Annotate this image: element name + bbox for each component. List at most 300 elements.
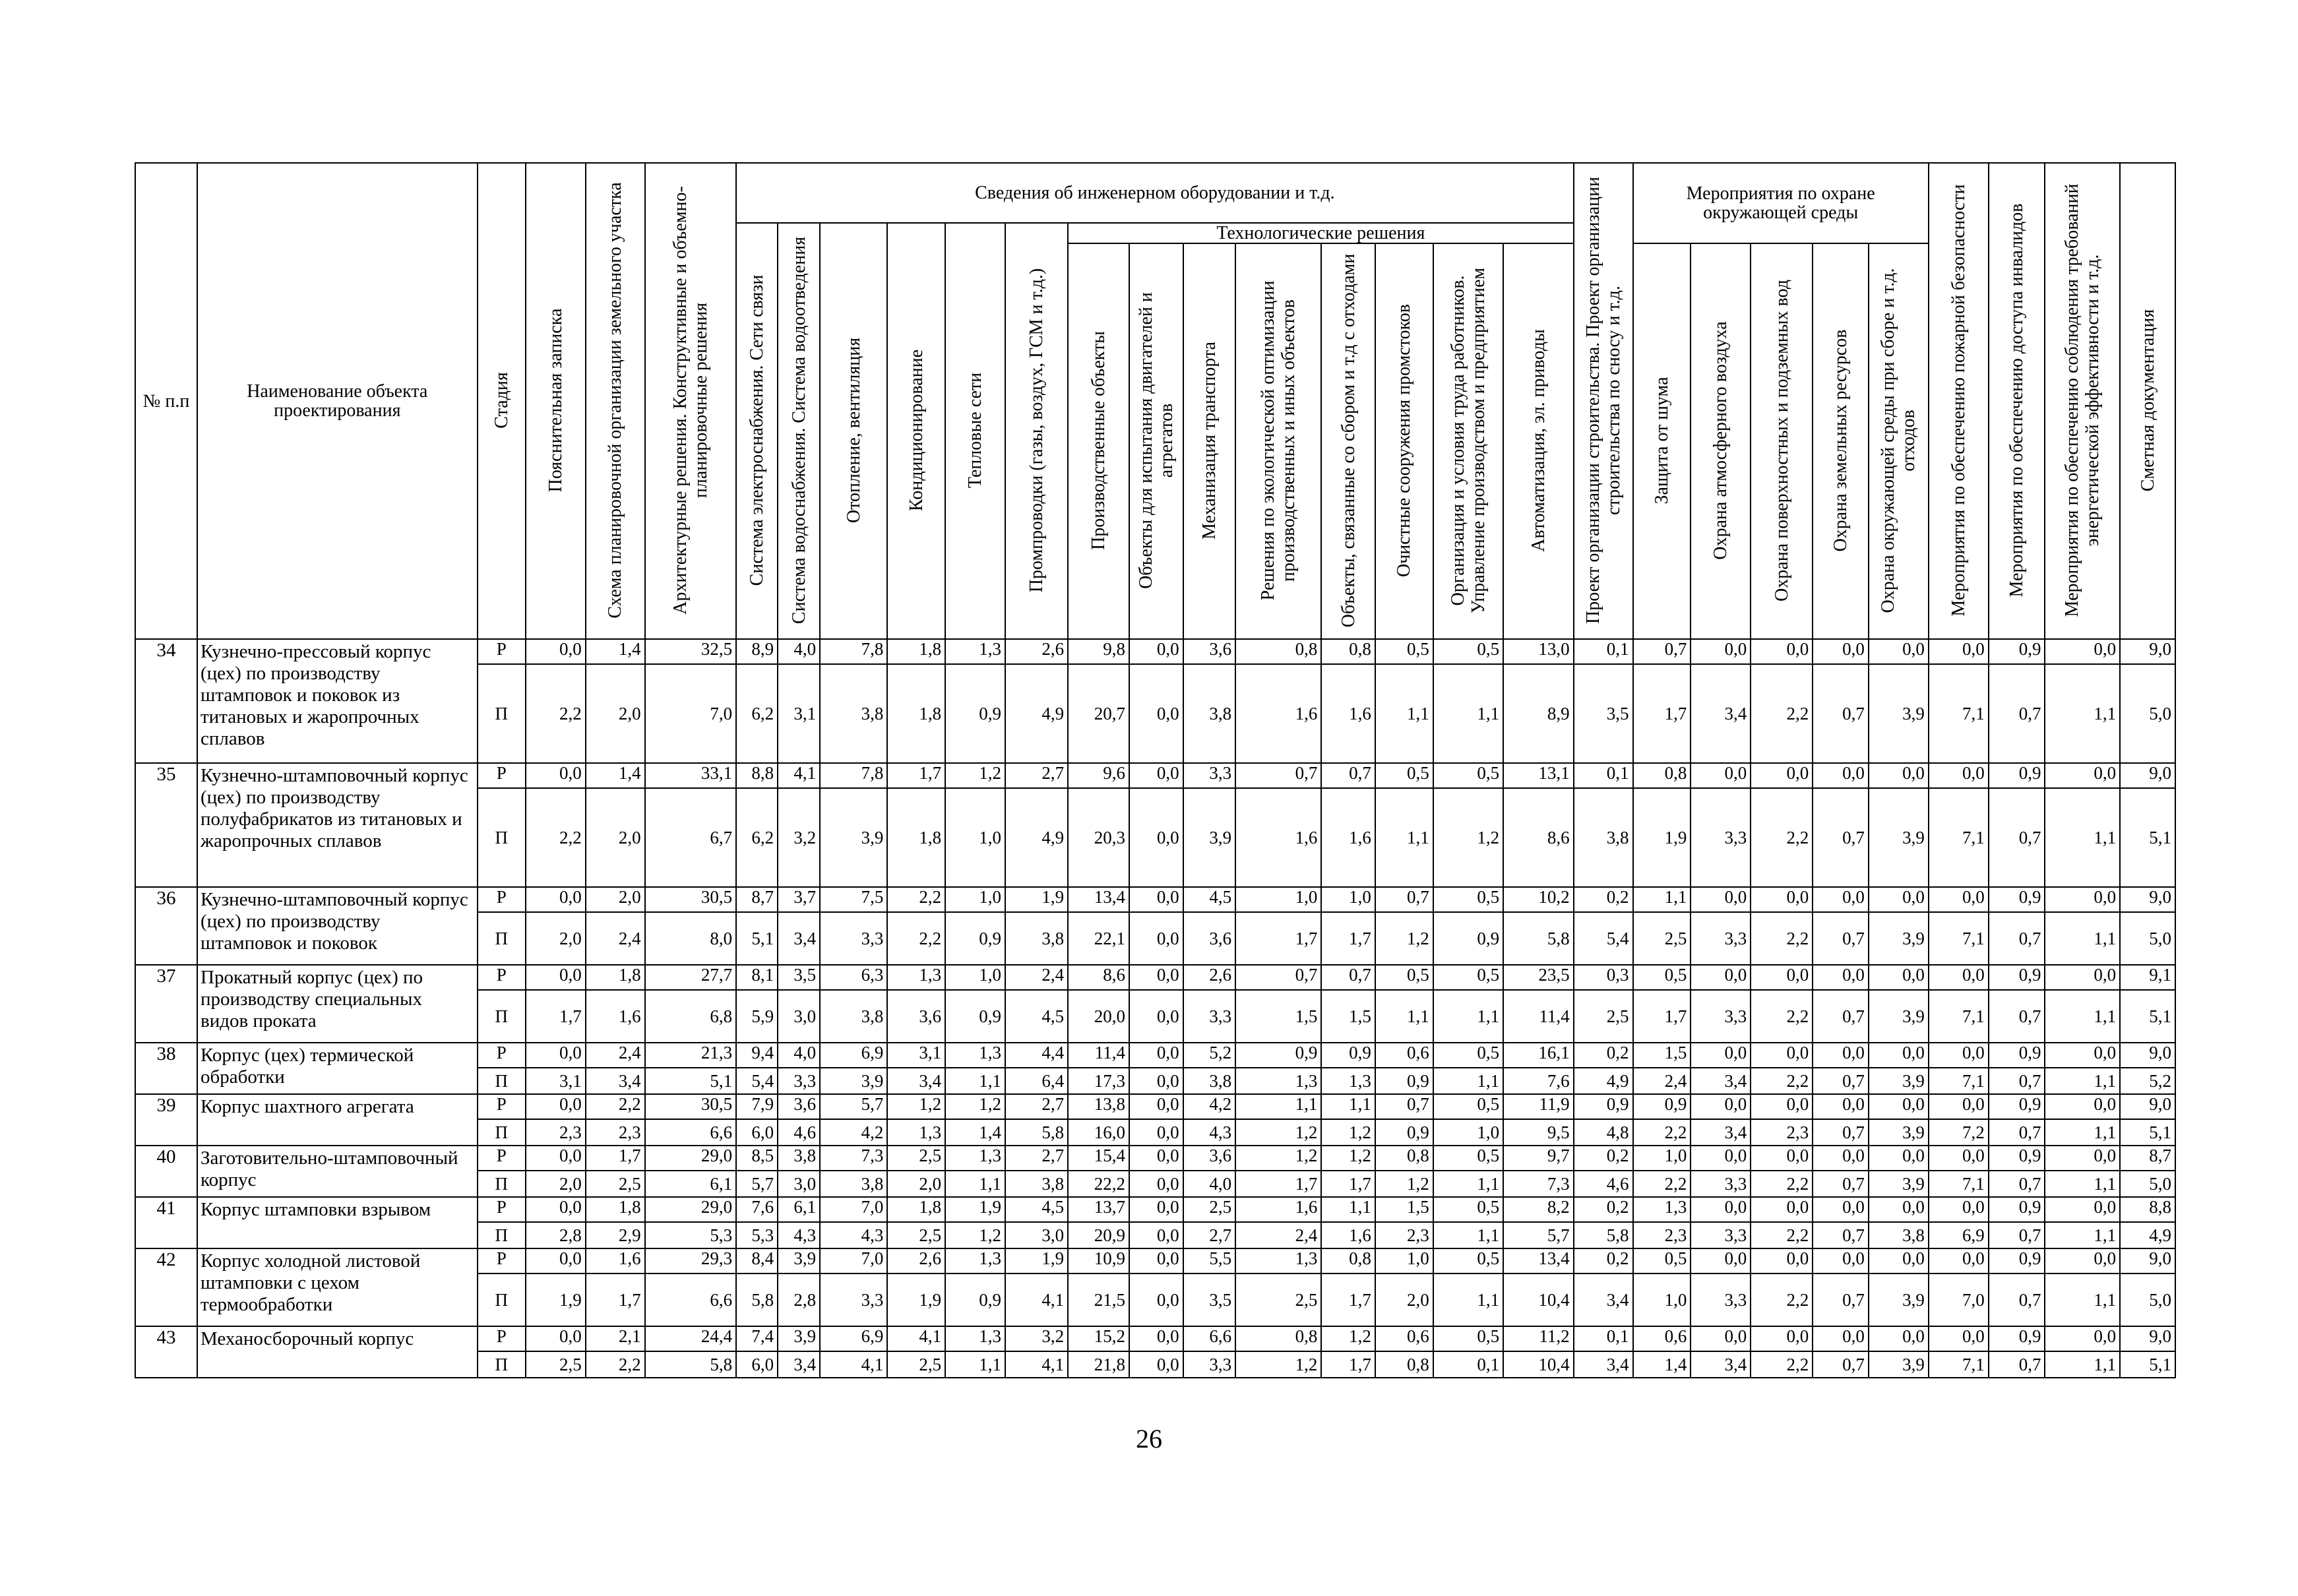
stage-cell: Р bbox=[478, 1197, 526, 1222]
value-cell: 2,3 bbox=[526, 1119, 586, 1146]
value-cell: 1,3 bbox=[887, 965, 945, 990]
value-cell: 0,0 bbox=[1129, 639, 1183, 664]
value-cell: 0,0 bbox=[1929, 763, 1989, 788]
value-cell: 1,3 bbox=[1235, 1248, 1321, 1274]
value-cell: 0,0 bbox=[1869, 1197, 1929, 1222]
col-engineering-header: Система электроснабжения. Сети связи bbox=[736, 223, 778, 639]
stage-cell: Р bbox=[478, 887, 526, 912]
value-cell: 1,9 bbox=[1005, 1248, 1068, 1274]
value-cell: 16,1 bbox=[1503, 1043, 1574, 1068]
value-cell: 0,0 bbox=[1691, 639, 1751, 664]
value-cell: 1,1 bbox=[945, 1351, 1005, 1378]
value-cell: 5,1 bbox=[2120, 1119, 2175, 1146]
value-cell: 3,4 bbox=[1691, 664, 1751, 763]
value-cell: 3,0 bbox=[778, 990, 820, 1043]
value-cell: 1,1 bbox=[1433, 664, 1503, 763]
value-cell: 2,0 bbox=[586, 788, 645, 887]
value-cell: 0,0 bbox=[1129, 1274, 1183, 1326]
value-cell: 2,5 bbox=[526, 1351, 586, 1378]
value-cell: 3,4 bbox=[1574, 1351, 1633, 1378]
value-cell: 1,1 bbox=[2045, 990, 2120, 1043]
value-cell: 3,4 bbox=[1691, 1119, 1751, 1146]
value-cell: 4,5 bbox=[1005, 1197, 1068, 1222]
page-number: 26 bbox=[1136, 1424, 1162, 1454]
stage-cell: П bbox=[478, 1068, 526, 1094]
value-cell: 2,0 bbox=[1375, 1274, 1433, 1326]
value-cell: 5,7 bbox=[1503, 1222, 1574, 1248]
value-cell: 0,2 bbox=[1574, 1043, 1633, 1068]
row-number: 41 bbox=[135, 1197, 197, 1248]
value-cell: 9,6 bbox=[1068, 763, 1129, 788]
value-cell: 0,1 bbox=[1574, 763, 1633, 788]
value-cell: 0,9 bbox=[1375, 1119, 1433, 1146]
value-cell: 2,4 bbox=[1235, 1222, 1321, 1248]
value-cell: 7,6 bbox=[1503, 1068, 1574, 1094]
col-architecture-header: Архитектурные решения. Конструктивные и объемно-планировочные решения bbox=[645, 163, 736, 639]
col-energy-efficiency-header: Мероприятия по обеспечению соблюдения требований энергетической эффективности и т.д. bbox=[2045, 163, 2120, 639]
value-cell: 0,0 bbox=[2045, 1043, 2120, 1068]
value-cell: 2,3 bbox=[1375, 1222, 1433, 1248]
value-cell: 3,8 bbox=[1005, 1171, 1068, 1197]
value-cell: 0,0 bbox=[1929, 1094, 1989, 1119]
value-cell: 7,0 bbox=[1929, 1274, 1989, 1326]
value-cell: 10,9 bbox=[1068, 1248, 1129, 1274]
value-cell: 3,7 bbox=[778, 887, 820, 912]
value-cell: 2,5 bbox=[887, 1222, 945, 1248]
value-cell: 0,9 bbox=[945, 990, 1005, 1043]
value-cell: 0,0 bbox=[1129, 1119, 1183, 1146]
value-cell: 5,1 bbox=[2120, 1351, 2175, 1378]
value-cell: 4,0 bbox=[778, 639, 820, 664]
col-technology-header: Объекты, связанные со сбором и т.д с отходами bbox=[1321, 243, 1375, 639]
value-cell: 2,4 bbox=[1005, 965, 1068, 990]
row-number: 39 bbox=[135, 1094, 197, 1146]
row-number: 42 bbox=[135, 1248, 197, 1326]
value-cell: 4,9 bbox=[1005, 788, 1068, 887]
object-name: Кузнечно-штамповочный корпус (цех) по производству полуфабрикатов из титановых и жаропрочных сплавов bbox=[197, 763, 478, 887]
value-cell: 0,3 bbox=[1574, 965, 1633, 990]
value-cell: 0,8 bbox=[1375, 1146, 1433, 1171]
value-cell: 0,0 bbox=[1869, 1146, 1929, 1171]
value-cell: 0,7 bbox=[1989, 912, 2045, 965]
value-cell: 0,9 bbox=[1433, 912, 1503, 965]
col-technology-header: Решения по экологической оптимизации производственных и иных объектов bbox=[1235, 243, 1321, 639]
value-cell: 7,0 bbox=[820, 1197, 887, 1222]
value-cell: 3,9 bbox=[778, 1326, 820, 1351]
value-cell: 0,0 bbox=[2045, 1094, 2120, 1119]
value-cell: 0,7 bbox=[1813, 1351, 1869, 1378]
value-cell: 0,9 bbox=[1989, 1043, 2045, 1068]
value-cell: 0,0 bbox=[1813, 1146, 1869, 1171]
value-cell: 4,1 bbox=[820, 1351, 887, 1378]
value-cell: 27,7 bbox=[645, 965, 736, 990]
data-table bbox=[135, 162, 2176, 1378]
value-cell: 0,0 bbox=[1929, 1248, 1989, 1274]
col-fire-safety-header: Мероприятия по обеспечению пожарной безопасности bbox=[1929, 163, 1989, 639]
value-cell: 0,8 bbox=[1321, 1248, 1375, 1274]
value-cell: 5,5 bbox=[1183, 1248, 1236, 1274]
value-cell: 3,9 bbox=[1869, 788, 1929, 887]
value-cell: 0,0 bbox=[1929, 1146, 1989, 1171]
environment-group-header: Мероприятия по охране окружающей среды bbox=[1633, 163, 1929, 243]
col-num-header: № п.п bbox=[135, 163, 197, 639]
col-site-plan-header: Схема планировочной организации земельного участка bbox=[586, 163, 645, 639]
value-cell: 4,9 bbox=[2120, 1222, 2175, 1248]
stage-cell: Р bbox=[478, 1146, 526, 1171]
value-cell: 1,0 bbox=[1375, 1248, 1433, 1274]
object-name: Корпус (цех) термической обработки bbox=[197, 1043, 478, 1094]
value-cell: 6,0 bbox=[736, 1351, 778, 1378]
value-cell: 0,2 bbox=[1574, 887, 1633, 912]
value-cell: 4,3 bbox=[820, 1222, 887, 1248]
value-cell: 5,0 bbox=[2120, 912, 2175, 965]
value-cell: 0,0 bbox=[1869, 1043, 1929, 1068]
value-cell: 4,9 bbox=[1574, 1068, 1633, 1094]
value-cell: 1,1 bbox=[2045, 1274, 2120, 1326]
row-number: 34 bbox=[135, 639, 197, 763]
value-cell: 1,8 bbox=[586, 965, 645, 990]
value-cell: 4,1 bbox=[1005, 1274, 1068, 1326]
col-stage-header: Стадия bbox=[478, 163, 526, 639]
value-cell: 1,1 bbox=[1433, 1222, 1503, 1248]
value-cell: 6,9 bbox=[820, 1043, 887, 1068]
value-cell: 3,9 bbox=[1869, 1274, 1929, 1326]
value-cell: 3,3 bbox=[820, 1274, 887, 1326]
value-cell: 5,3 bbox=[736, 1222, 778, 1248]
value-cell: 0,2 bbox=[1574, 1248, 1633, 1274]
value-cell: 3,3 bbox=[1691, 1274, 1751, 1326]
value-cell: 0,5 bbox=[1433, 639, 1503, 664]
value-cell: 7,1 bbox=[1929, 788, 1989, 887]
stage-cell: Р bbox=[478, 763, 526, 788]
value-cell: 0,8 bbox=[1375, 1351, 1433, 1378]
value-cell: 3,9 bbox=[1183, 788, 1236, 887]
value-cell: 2,6 bbox=[1005, 639, 1068, 664]
value-cell: 0,0 bbox=[1129, 1094, 1183, 1119]
value-cell: 4,4 bbox=[1005, 1043, 1068, 1068]
value-cell: 5,2 bbox=[2120, 1068, 2175, 1094]
value-cell: 0,0 bbox=[2045, 1197, 2120, 1222]
value-cell: 0,0 bbox=[1869, 763, 1929, 788]
value-cell: 0,0 bbox=[2045, 965, 2120, 990]
value-cell: 2,2 bbox=[1633, 1171, 1691, 1197]
value-cell: 4,6 bbox=[778, 1119, 820, 1146]
stage-cell: П bbox=[478, 1351, 526, 1378]
value-cell: 1,2 bbox=[1235, 1119, 1321, 1146]
col-name-header: Наименование объекта проектирования bbox=[197, 163, 478, 639]
object-name: Механосборочный корпус bbox=[197, 1326, 478, 1378]
value-cell: 2,2 bbox=[1751, 1351, 1813, 1378]
value-cell: 0,6 bbox=[1633, 1326, 1691, 1351]
value-cell: 3,6 bbox=[1183, 912, 1236, 965]
col-engineering-header: Система водоснабжения. Система водоотведения bbox=[778, 223, 820, 639]
value-cell: 2,2 bbox=[1751, 1068, 1813, 1094]
value-cell: 2,7 bbox=[1005, 1094, 1068, 1119]
value-cell: 1,3 bbox=[945, 1248, 1005, 1274]
value-cell: 1,6 bbox=[1235, 664, 1321, 763]
value-cell: 9,0 bbox=[2120, 1043, 2175, 1068]
col-engineering-header: Отопление, вентиляция bbox=[820, 223, 887, 639]
value-cell: 7,0 bbox=[645, 664, 736, 763]
value-cell: 30,5 bbox=[645, 1094, 736, 1119]
value-cell: 2,5 bbox=[1235, 1274, 1321, 1326]
value-cell: 1,2 bbox=[1321, 1326, 1375, 1351]
table-row bbox=[135, 1326, 2175, 1351]
value-cell: 0,9 bbox=[1989, 965, 2045, 990]
value-cell: 7,9 bbox=[736, 1094, 778, 1119]
value-cell: 6,7 bbox=[645, 788, 736, 887]
value-cell: 13,8 bbox=[1068, 1094, 1129, 1119]
value-cell: 2,6 bbox=[1183, 965, 1236, 990]
value-cell: 1,7 bbox=[1633, 664, 1691, 763]
value-cell: 3,3 bbox=[1691, 1222, 1751, 1248]
value-cell: 0,9 bbox=[1989, 763, 2045, 788]
value-cell: 0,9 bbox=[1375, 1068, 1433, 1094]
value-cell: 3,9 bbox=[820, 1068, 887, 1094]
value-cell: 0,0 bbox=[2045, 639, 2120, 664]
stage-cell: Р bbox=[478, 1326, 526, 1351]
value-cell: 13,0 bbox=[1503, 639, 1574, 664]
object-name: Прокатный корпус (цех) по производству специальных видов проката bbox=[197, 965, 478, 1043]
value-cell: 0,5 bbox=[1433, 1146, 1503, 1171]
value-cell: 6,6 bbox=[645, 1119, 736, 1146]
value-cell: 0,7 bbox=[1633, 639, 1691, 664]
value-cell: 7,1 bbox=[1929, 664, 1989, 763]
value-cell: 21,5 bbox=[1068, 1274, 1129, 1326]
value-cell: 20,0 bbox=[1068, 990, 1129, 1043]
value-cell: 2,4 bbox=[1633, 1068, 1691, 1094]
value-cell: 6,1 bbox=[778, 1197, 820, 1222]
value-cell: 0,9 bbox=[1989, 1326, 2045, 1351]
table-header bbox=[135, 163, 2175, 639]
value-cell: 0,7 bbox=[1989, 1351, 2045, 1378]
value-cell: 1,2 bbox=[1321, 1119, 1375, 1146]
value-cell: 1,2 bbox=[1375, 1171, 1433, 1197]
value-cell: 2,9 bbox=[586, 1222, 645, 1248]
col-disabled-access-header: Мероприятия по обеспечению доступа инвалидов bbox=[1989, 163, 2045, 639]
value-cell: 1,3 bbox=[945, 1146, 1005, 1171]
value-cell: 3,4 bbox=[778, 912, 820, 965]
value-cell: 2,7 bbox=[1005, 1146, 1068, 1171]
value-cell: 3,9 bbox=[1869, 990, 1929, 1043]
object-name: Корпус шахтного агрегата bbox=[197, 1094, 478, 1146]
value-cell: 5,4 bbox=[1574, 912, 1633, 965]
value-cell: 0,0 bbox=[526, 1146, 586, 1171]
value-cell: 1,7 bbox=[1321, 1351, 1375, 1378]
value-cell: 10,2 bbox=[1503, 887, 1574, 912]
value-cell: 8,7 bbox=[2120, 1146, 2175, 1171]
value-cell: 0,7 bbox=[1813, 1222, 1869, 1248]
value-cell: 15,2 bbox=[1068, 1326, 1129, 1351]
value-cell: 2,8 bbox=[778, 1274, 820, 1326]
value-cell: 0,0 bbox=[1929, 1043, 1989, 1068]
value-cell: 8,6 bbox=[1503, 788, 1574, 887]
value-cell: 1,8 bbox=[887, 788, 945, 887]
stage-cell: П bbox=[478, 664, 526, 763]
value-cell: 5,8 bbox=[1574, 1222, 1633, 1248]
row-number: 40 bbox=[135, 1146, 197, 1197]
value-cell: 5,8 bbox=[1503, 912, 1574, 965]
value-cell: 0,0 bbox=[1751, 965, 1813, 990]
stage-cell: П bbox=[478, 1171, 526, 1197]
value-cell: 5,8 bbox=[736, 1274, 778, 1326]
value-cell: 0,0 bbox=[526, 965, 586, 990]
value-cell: 1,6 bbox=[1235, 1197, 1321, 1222]
value-cell: 6,8 bbox=[645, 990, 736, 1043]
value-cell: 4,8 bbox=[1574, 1119, 1633, 1146]
value-cell: 1,9 bbox=[887, 1274, 945, 1326]
value-cell: 0,7 bbox=[1989, 990, 2045, 1043]
value-cell: 10,4 bbox=[1503, 1351, 1574, 1378]
value-cell: 1,6 bbox=[1321, 1222, 1375, 1248]
value-cell: 0,0 bbox=[1869, 887, 1929, 912]
value-cell: 7,0 bbox=[820, 1248, 887, 1274]
value-cell: 29,3 bbox=[645, 1248, 736, 1274]
value-cell: 1,8 bbox=[887, 639, 945, 664]
value-cell: 3,1 bbox=[526, 1068, 586, 1094]
value-cell: 0,0 bbox=[2045, 1146, 2120, 1171]
value-cell: 0,7 bbox=[1813, 788, 1869, 887]
value-cell: 0,5 bbox=[1375, 763, 1433, 788]
value-cell: 5,8 bbox=[1005, 1119, 1068, 1146]
value-cell: 20,9 bbox=[1068, 1222, 1129, 1248]
value-cell: 1,7 bbox=[526, 990, 586, 1043]
value-cell: 0,7 bbox=[1989, 1119, 2045, 1146]
col-technology-header: Организация и условия труда работников. Управление производством и предприятием bbox=[1433, 243, 1503, 639]
value-cell: 6,6 bbox=[645, 1274, 736, 1326]
value-cell: 2,0 bbox=[887, 1171, 945, 1197]
value-cell: 4,1 bbox=[778, 763, 820, 788]
value-cell: 7,8 bbox=[820, 763, 887, 788]
value-cell: 9,0 bbox=[2120, 639, 2175, 664]
value-cell: 0,0 bbox=[1751, 887, 1813, 912]
value-cell: 1,7 bbox=[586, 1146, 645, 1171]
value-cell: 3,4 bbox=[887, 1068, 945, 1094]
value-cell: 2,2 bbox=[526, 788, 586, 887]
value-cell: 13,4 bbox=[1503, 1248, 1574, 1274]
value-cell: 1,1 bbox=[1235, 1094, 1321, 1119]
value-cell: 0,0 bbox=[1129, 965, 1183, 990]
value-cell: 0,0 bbox=[1813, 1094, 1869, 1119]
value-cell: 0,0 bbox=[1691, 1094, 1751, 1119]
value-cell: 1,0 bbox=[1433, 1119, 1503, 1146]
stage-cell: Р bbox=[478, 1094, 526, 1119]
value-cell: 6,2 bbox=[736, 788, 778, 887]
value-cell: 2,2 bbox=[1633, 1119, 1691, 1146]
value-cell: 1,9 bbox=[945, 1197, 1005, 1222]
value-cell: 2,2 bbox=[526, 664, 586, 763]
value-cell: 9,0 bbox=[2120, 1248, 2175, 1274]
value-cell: 0,0 bbox=[1751, 1326, 1813, 1351]
value-cell: 1,1 bbox=[2045, 1171, 2120, 1197]
col-environment-header: Охрана окружающей среды при сборе и т.д. отходов bbox=[1869, 243, 1929, 639]
value-cell: 5,2 bbox=[1183, 1043, 1236, 1068]
value-cell: 29,0 bbox=[645, 1146, 736, 1171]
value-cell: 0,7 bbox=[1813, 664, 1869, 763]
value-cell: 2,2 bbox=[1751, 664, 1813, 763]
value-cell: 3,3 bbox=[778, 1068, 820, 1094]
value-cell: 3,8 bbox=[1183, 664, 1236, 763]
value-cell: 0,0 bbox=[1869, 1094, 1929, 1119]
value-cell: 0,9 bbox=[1989, 887, 2045, 912]
value-cell: 7,8 bbox=[820, 639, 887, 664]
value-cell: 16,0 bbox=[1068, 1119, 1129, 1146]
value-cell: 1,0 bbox=[1633, 1274, 1691, 1326]
value-cell: 2,2 bbox=[1751, 788, 1813, 887]
value-cell: 0,0 bbox=[526, 1094, 586, 1119]
value-cell: 1,2 bbox=[945, 1094, 1005, 1119]
value-cell: 1,4 bbox=[586, 639, 645, 664]
value-cell: 0,0 bbox=[1129, 1171, 1183, 1197]
value-cell: 1,9 bbox=[526, 1274, 586, 1326]
value-cell: 1,1 bbox=[2045, 788, 2120, 887]
value-cell: 0,9 bbox=[945, 1274, 1005, 1326]
value-cell: 9,0 bbox=[2120, 1326, 2175, 1351]
stage-cell: П bbox=[478, 1274, 526, 1326]
value-cell: 3,6 bbox=[887, 990, 945, 1043]
value-cell: 0,0 bbox=[526, 1197, 586, 1222]
value-cell: 0,9 bbox=[1235, 1043, 1321, 1068]
value-cell: 3,8 bbox=[1005, 912, 1068, 965]
value-cell: 2,2 bbox=[586, 1351, 645, 1378]
value-cell: 2,0 bbox=[586, 887, 645, 912]
value-cell: 3,9 bbox=[1869, 1119, 1929, 1146]
value-cell: 33,1 bbox=[645, 763, 736, 788]
value-cell: 0,0 bbox=[1813, 763, 1869, 788]
value-cell: 0,2 bbox=[1574, 1197, 1633, 1222]
value-cell: 1,1 bbox=[2045, 1068, 2120, 1094]
table-row bbox=[135, 887, 2175, 912]
value-cell: 0,7 bbox=[1813, 1119, 1869, 1146]
value-cell: 21,8 bbox=[1068, 1351, 1129, 1378]
value-cell: 1,1 bbox=[1321, 1197, 1375, 1222]
value-cell: 3,8 bbox=[1183, 1068, 1236, 1094]
value-cell: 1,5 bbox=[1321, 990, 1375, 1043]
col-technology-header: Производственные объекты bbox=[1068, 243, 1129, 639]
value-cell: 0,0 bbox=[2045, 763, 2120, 788]
value-cell: 1,3 bbox=[945, 639, 1005, 664]
value-cell: 0,0 bbox=[2045, 887, 2120, 912]
value-cell: 3,3 bbox=[1691, 788, 1751, 887]
value-cell: 1,6 bbox=[1235, 788, 1321, 887]
row-number: 43 bbox=[135, 1326, 197, 1378]
value-cell: 2,3 bbox=[1751, 1119, 1813, 1146]
value-cell: 2,2 bbox=[1751, 1222, 1813, 1248]
value-cell: 0,5 bbox=[1375, 639, 1433, 664]
value-cell: 0,6 bbox=[1375, 1043, 1433, 1068]
value-cell: 2,2 bbox=[1751, 912, 1813, 965]
value-cell: 1,1 bbox=[2045, 664, 2120, 763]
value-cell: 0,7 bbox=[1989, 664, 2045, 763]
value-cell: 3,5 bbox=[1574, 664, 1633, 763]
value-cell: 3,8 bbox=[1574, 788, 1633, 887]
value-cell: 0,7 bbox=[1989, 1068, 2045, 1094]
value-cell: 1,2 bbox=[1235, 1146, 1321, 1171]
value-cell: 0,0 bbox=[1929, 1326, 1989, 1351]
value-cell: 0,0 bbox=[2045, 1326, 2120, 1351]
object-name: Заготовительно-штамповочный корпус bbox=[197, 1146, 478, 1197]
value-cell: 0,5 bbox=[1433, 1326, 1503, 1351]
value-cell: 8,7 bbox=[736, 887, 778, 912]
value-cell: 4,0 bbox=[778, 1043, 820, 1068]
value-cell: 3,9 bbox=[1869, 1351, 1929, 1378]
value-cell: 4,1 bbox=[887, 1326, 945, 1351]
value-cell: 15,4 bbox=[1068, 1146, 1129, 1171]
value-cell: 9,0 bbox=[2120, 887, 2175, 912]
value-cell: 1,1 bbox=[1433, 1171, 1503, 1197]
value-cell: 4,5 bbox=[1183, 887, 1236, 912]
value-cell: 20,7 bbox=[1068, 664, 1129, 763]
